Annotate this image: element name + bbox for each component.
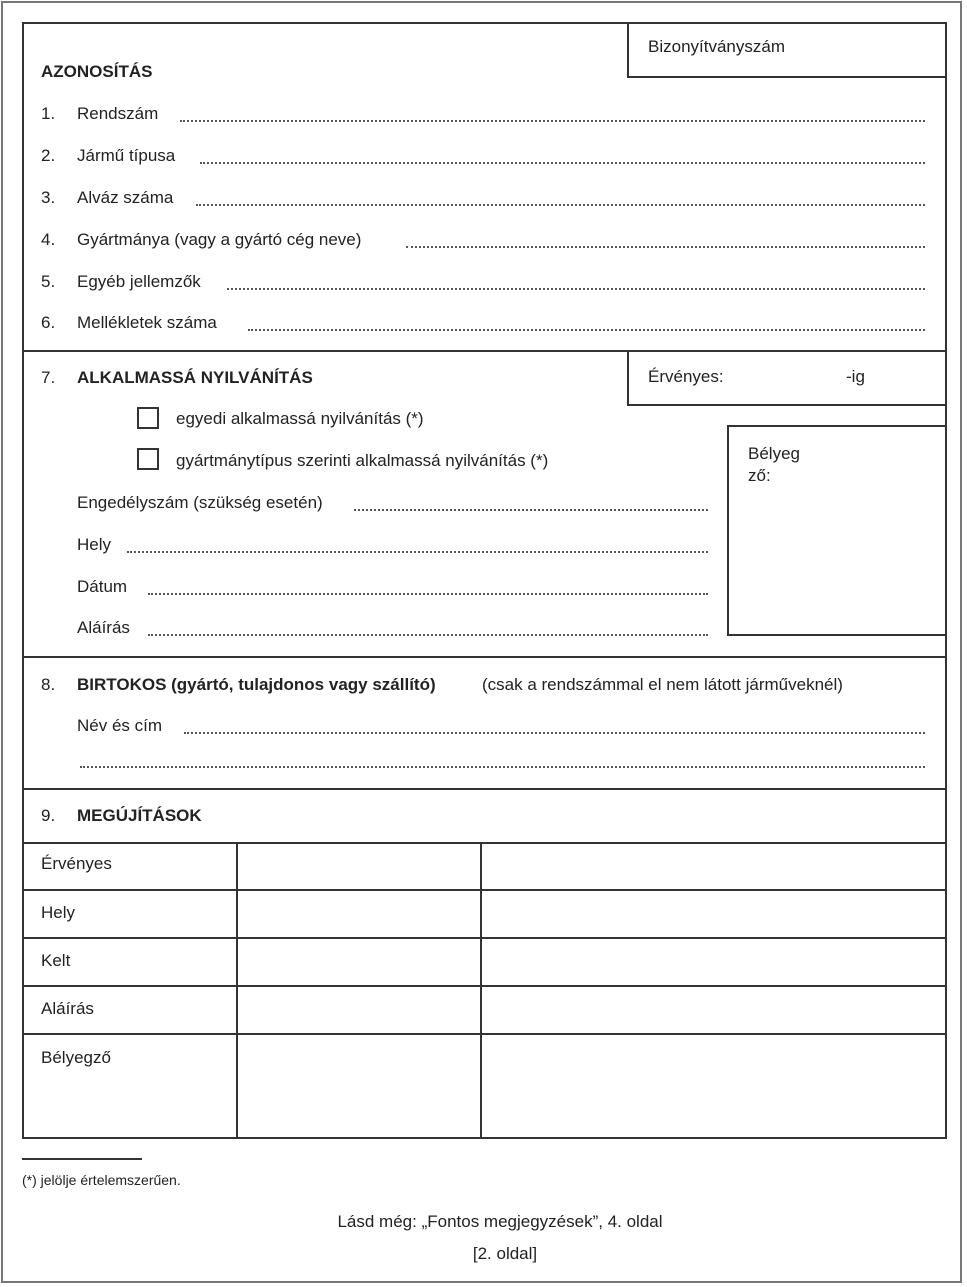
registration-number-label: Rendszám xyxy=(77,104,159,123)
table-line xyxy=(22,889,947,891)
date-field[interactable] xyxy=(148,593,708,595)
table-line xyxy=(22,1033,947,1035)
attachments-count-field[interactable] xyxy=(248,329,925,331)
validity-suffix: -ig xyxy=(846,367,865,386)
table-line xyxy=(22,937,947,939)
name-address-field-line2[interactable] xyxy=(80,766,925,768)
table-line xyxy=(22,985,947,987)
renewal-row-label: Bélyegző xyxy=(41,1048,111,1067)
field-number: 4. xyxy=(41,230,56,249)
field-number: 5. xyxy=(41,272,56,291)
section-number: 7. xyxy=(41,368,56,387)
vehicle-type-field[interactable] xyxy=(200,162,925,164)
chassis-number-label: Alváz száma xyxy=(77,188,174,207)
name-address-label: Név és cím xyxy=(77,716,163,735)
registration-number-field[interactable] xyxy=(180,120,925,122)
renewal-row-label: Érvényes xyxy=(41,854,112,873)
identification-heading: AZONOSÍTÁS xyxy=(41,62,153,81)
table-column-line xyxy=(480,842,482,1139)
field-number: 6. xyxy=(41,313,56,332)
date-label: Dátum xyxy=(77,577,128,596)
vehicle-type-label: Jármű típusa xyxy=(77,146,176,165)
holder-heading: BIRTOKOS (gyártó, tulajdonos vagy szállító) xyxy=(77,675,436,694)
place-field[interactable] xyxy=(127,551,708,553)
approval-heading: ALKALMASSÁ NYILVÁNÍTÁS xyxy=(77,368,313,387)
field-number: 3. xyxy=(41,188,56,207)
place-label: Hely xyxy=(77,535,112,554)
manufacturer-field[interactable] xyxy=(406,246,925,248)
stamp-label-line1: Bélyeg xyxy=(748,444,800,463)
type-approval-checkbox[interactable] xyxy=(137,448,159,470)
individual-approval-checkbox[interactable] xyxy=(137,407,159,429)
name-address-field[interactable] xyxy=(184,732,925,734)
footnote: (*) jelölje értelemszerűen. xyxy=(22,1172,181,1188)
renewal-row-label: Kelt xyxy=(41,951,71,970)
individual-approval-label: egyedi alkalmassá nyilvánítás (*) xyxy=(176,409,424,428)
table-line xyxy=(22,842,947,844)
other-features-label: Egyéb jellemzők xyxy=(77,272,201,291)
other-features-field[interactable] xyxy=(227,288,925,290)
chassis-number-field[interactable] xyxy=(196,204,925,206)
certificate-number-label: Bizonyítványszám xyxy=(648,37,785,56)
permit-number-label: Engedélyszám (szükség esetén) xyxy=(77,493,323,512)
manufacturer-label: Gyártmánya (vagy a gyártó cég neve) xyxy=(77,230,362,249)
table-column-line xyxy=(236,842,238,1139)
renewals-heading: MEGÚJÍTÁSOK xyxy=(77,806,202,825)
signature-label: Aláírás xyxy=(77,618,130,637)
renewal-row-label: Hely xyxy=(41,903,76,922)
see-also-note: Lásd még: „Fontos megjegyzések”, 4. oldal xyxy=(337,1212,663,1231)
permit-number-field[interactable] xyxy=(354,509,708,511)
field-number: 2. xyxy=(41,146,56,165)
type-approval-label: gyártmánytípus szerinti alkalmassá nyilvánítás (*) xyxy=(176,451,549,470)
page-number: [2. oldal] xyxy=(472,1244,538,1263)
section-divider xyxy=(22,788,947,790)
section-divider xyxy=(22,656,947,658)
footnote-rule xyxy=(22,1158,142,1160)
attachments-count-label: Mellékletek száma xyxy=(77,313,217,332)
renewal-row-label: Aláírás xyxy=(41,999,94,1018)
validity-label: Érvényes: xyxy=(648,367,724,386)
section-number: 8. xyxy=(41,675,56,694)
field-number: 1. xyxy=(41,104,56,123)
stamp-label-line2: ző: xyxy=(748,466,771,485)
holder-note: (csak a rendszámmal el nem látott járműveknél) xyxy=(482,675,843,694)
section-number: 9. xyxy=(41,806,56,825)
signature-field[interactable] xyxy=(148,634,708,636)
